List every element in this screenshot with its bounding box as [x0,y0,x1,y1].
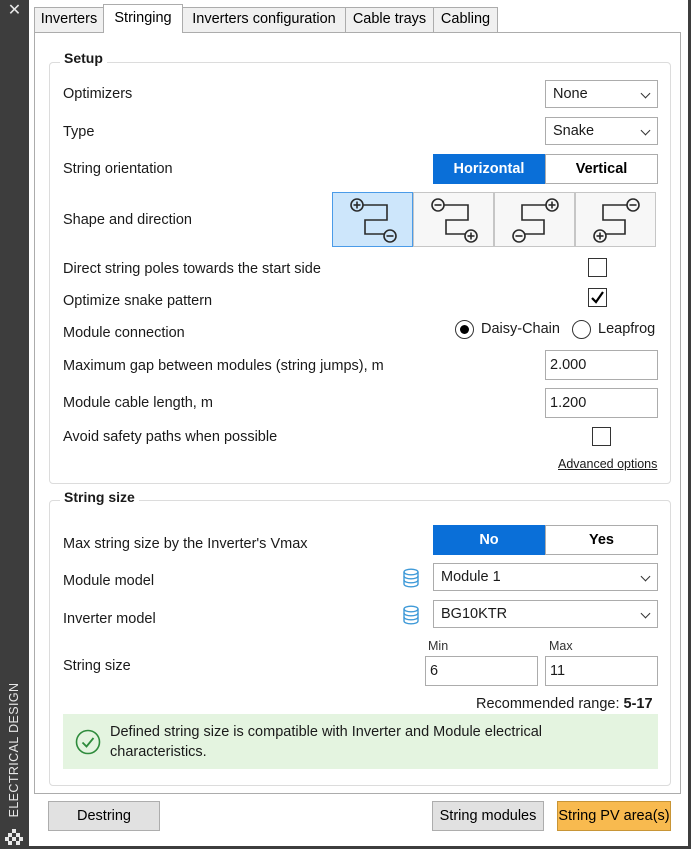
type-label: Type [63,124,95,140]
string-size-label: String size [63,658,131,674]
min-label: Min [428,639,449,653]
direct-poles-checkbox[interactable] [588,258,607,277]
chevron-down-icon [641,126,651,136]
max-by-vmax-label: Max string size by the Inverter's Vmax [63,536,308,552]
leapfrog-label[interactable]: Leapfrog [598,321,656,337]
string-modules-button[interactable]: String modules [432,801,544,831]
type-value: Snake [553,123,595,139]
vmax-no-button[interactable]: No [433,525,545,555]
direct-poles-label: Direct string poles towards the start side [63,261,321,277]
compatibility-text: Defined string size is compatible with Inverter and Module electrical characteristics. [110,724,542,760]
cable-length-label: Module cable length, m [63,395,213,411]
module-connection-label: Module connection [63,325,185,341]
module-model-label: Module model [63,573,155,589]
cable-length-input[interactable]: 1.200 [545,388,658,418]
optimize-snake-label: Optimize snake pattern [63,293,213,309]
optimizers-select[interactable] [545,80,658,108]
setup-title: Setup [60,50,107,66]
tab-inverters-configuration[interactable]: Inverters configuration [182,7,346,32]
recommended-range-label: Recommended range: [476,696,620,712]
tab-inverters[interactable]: Inverters [34,7,104,32]
side-panel-bar [0,0,29,849]
string-pv-areas-button[interactable]: String PV area(s) [557,801,671,831]
close-icon[interactable]: ✕ [7,0,22,19]
shape-option-2[interactable] [413,192,494,247]
destring-button[interactable]: Destring [48,801,160,831]
type-select[interactable] [545,117,658,145]
orientation-vertical-button[interactable]: Vertical [545,154,658,184]
string-size-max-input[interactable]: 11 [545,656,658,686]
orientation-horizontal-button[interactable]: Horizontal [433,154,545,184]
shape-plus-top-left-icon [333,193,414,248]
module-model-value: Module 1 [441,569,501,585]
compatibility-message [63,714,658,769]
chevron-down-icon [641,572,651,582]
max-gap-label: Maximum gap between modules (string jumps), m [63,358,384,374]
inverter-model-select[interactable] [433,600,658,628]
checkmark-icon [589,289,606,306]
shape-plus-bottom-left-icon [576,193,657,248]
grip-icon[interactable] [5,829,23,847]
string-size-title: String size [60,489,139,505]
inverter-model-label: Inverter model [63,611,156,627]
recommended-range-value: 5-17 [623,696,653,712]
tab-stringing[interactable]: Stringing [103,4,183,33]
recommended-range [476,696,653,712]
inverter-model-value: BG10KTR [441,606,508,622]
avoid-safety-checkbox[interactable] [592,427,611,446]
shape-option-4[interactable] [575,192,656,247]
panel-title [2,683,26,817]
optimizers-label: Optimizers [63,86,133,102]
max-label: Max [549,639,573,653]
radio-selected-dot [460,325,469,334]
shape-direction-label: Shape and direction [63,212,192,228]
shape-plus-top-right-icon [495,193,576,248]
shape-option-3[interactable] [494,192,575,247]
avoid-safety-label: Avoid safety paths when possible [63,429,278,445]
chevron-down-icon [641,89,651,99]
panel-title-text: ELECTRICAL DESIGN [7,682,21,818]
optimizers-value: None [553,86,588,102]
leapfrog-radio[interactable] [572,320,591,339]
chevron-down-icon [641,609,651,619]
string-size-min-input[interactable]: 6 [425,656,538,686]
module-model-select[interactable] [433,563,658,591]
advanced-options-link[interactable]: Advanced options [558,457,658,471]
string-orientation-label: String orientation [63,161,173,177]
optimize-snake-checkbox[interactable] [588,288,607,307]
shape-option-1[interactable] [332,192,413,247]
database-icon[interactable] [402,568,420,588]
tab-cabling[interactable]: Cabling [433,7,498,32]
daisy-chain-radio[interactable] [455,320,474,339]
vmax-yes-button[interactable]: Yes [545,525,658,555]
tab-cable-trays[interactable]: Cable trays [345,7,434,32]
database-icon[interactable] [402,605,420,625]
daisy-chain-label[interactable]: Daisy-Chain [481,321,560,337]
max-gap-input[interactable]: 2.000 [545,350,658,380]
check-circle-icon [75,729,101,755]
shape-plus-bottom-right-icon [414,193,495,248]
